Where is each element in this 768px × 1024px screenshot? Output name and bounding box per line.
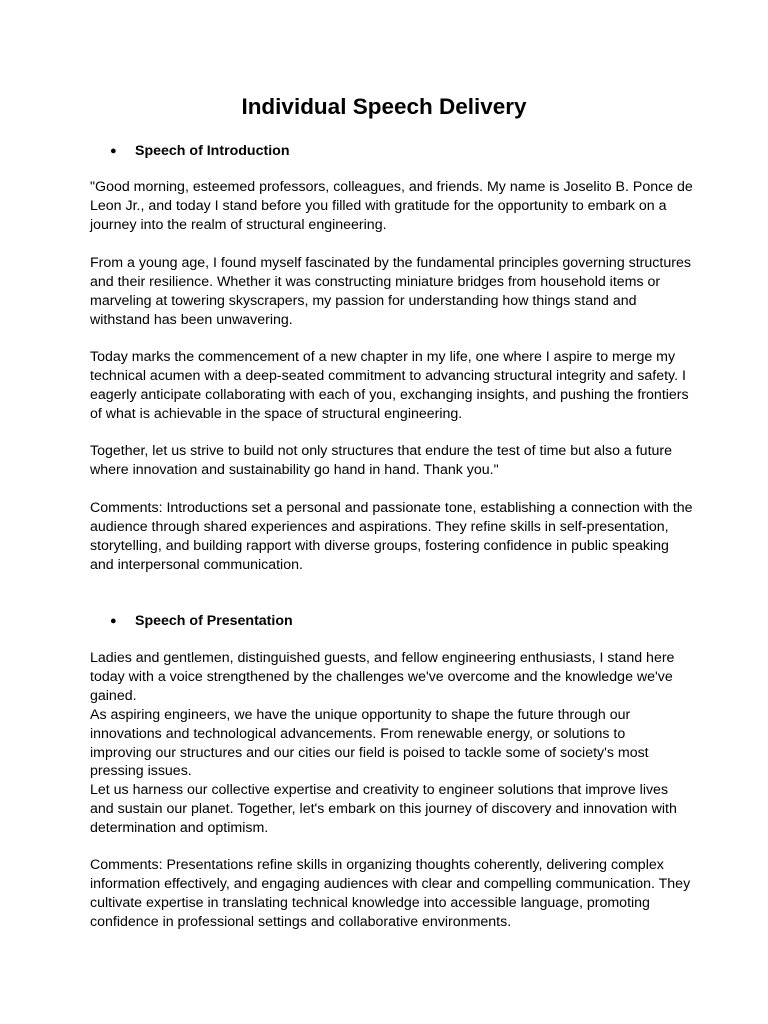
text-line: Ladies and gentlemen, distinguished guests, and fellow engineering enthusiasts, I stand here: [90, 650, 675, 666]
text-line: cultivate expertise in translating technical knowledge into accessible language, promoting: [90, 894, 650, 911]
text-line: improving our structures and our cities our field is poised to tackle some of society's most: [90, 744, 649, 761]
text-line: Together, let us strive to build not only structures that endure the test of time but also a future: [90, 443, 673, 459]
text-line: confidence in professional settings and collaborative environments.: [90, 913, 512, 930]
text-line: and interpersonal communication.: [90, 556, 303, 573]
paragraph-intro-comments: [90, 499, 693, 575]
text-line: technical acumen with a deep-seated commitment to advancing structural integrity and safety. I: [90, 367, 686, 384]
section-heading-presentation: [110, 612, 293, 630]
text-line: As aspiring engineers, we have the unique opportunity to shape the future through our: [90, 706, 631, 723]
section-heading-label: Speech of Introduction: [135, 143, 290, 159]
section-heading-label: Speech of Presentation: [135, 613, 293, 629]
text-line: information effectively, and engaging audiences with clear and compelling communication. They: [90, 875, 691, 892]
text-line: gained.: [90, 687, 137, 704]
text-line: Comments: Introductions set a personal and passionate tone, establishing a connection with the: [90, 500, 693, 516]
paragraph-presentation-comments: [90, 856, 690, 932]
text-line: journey into the realm of structural engineering.: [90, 216, 387, 233]
bullet-icon: ●: [110, 615, 117, 627]
text-line: and sustain our planet. Together, let's embark on this journey of discovery and innovation with: [90, 801, 677, 818]
text-line: Comments: Presentations refine skills in organizing thoughts coherently, delivering complex: [90, 857, 664, 873]
text-line: innovations and technological advancements. From renewable energy, or solutions to: [90, 725, 626, 742]
paragraph-presentation-1: [90, 649, 690, 838]
text-line: and their resilience. Whether it was constructing miniature bridges from household items or: [90, 273, 661, 290]
text-line: "Good morning, esteemed professors, colleagues, and friends. My name is Joselito B. Ponce de: [90, 179, 693, 195]
text-line: marveling at towering skyscrapers, my passion for understanding how things stand and: [90, 292, 637, 309]
text-line: storytelling, and building rapport with diverse groups, fostering confidence in public speaking: [90, 537, 669, 554]
text-line: withstand has been unwavering.: [90, 311, 293, 328]
text-line: pressing issues.: [90, 763, 192, 780]
text-line: Let us harness our collective expertise and creativity to engineer solutions that improve lives: [90, 782, 669, 799]
paragraph-intro-1: [90, 178, 693, 235]
document-title: Individual Speech Delivery: [241, 94, 527, 119]
text-line: Leon Jr., and today I stand before you filled with gratitude for the opportunity to embark on a: [90, 197, 667, 214]
paragraph-intro-3: [90, 348, 690, 424]
text-line: From a young age, I found myself fascinated by the fundamental principles governing structures: [90, 255, 691, 271]
text-line: Today marks the commencement of a new chapter in my life, one where I aspire to merge my: [90, 349, 676, 365]
text-line: eagerly anticipate collaborating with each of you, exchanging insights, and pushing the frontiers: [90, 386, 689, 403]
paragraph-intro-4: [90, 442, 690, 480]
text-line: of what is achievable in the space of structural engineering.: [90, 405, 463, 422]
text-line: determination and optimism.: [90, 820, 269, 837]
text-line: audience through shared experiences and aspirations. They refine skills in self-presentation,: [90, 518, 669, 535]
bullet-icon: ●: [110, 145, 117, 157]
section-heading-introduction: [110, 142, 289, 160]
text-line: where innovation and sustainability go hand in hand. Thank you.": [90, 461, 499, 478]
text-line: today with a voice strengthened by the challenges we've overcome and the knowledge we've: [90, 668, 673, 685]
paragraph-intro-2: [90, 254, 690, 330]
